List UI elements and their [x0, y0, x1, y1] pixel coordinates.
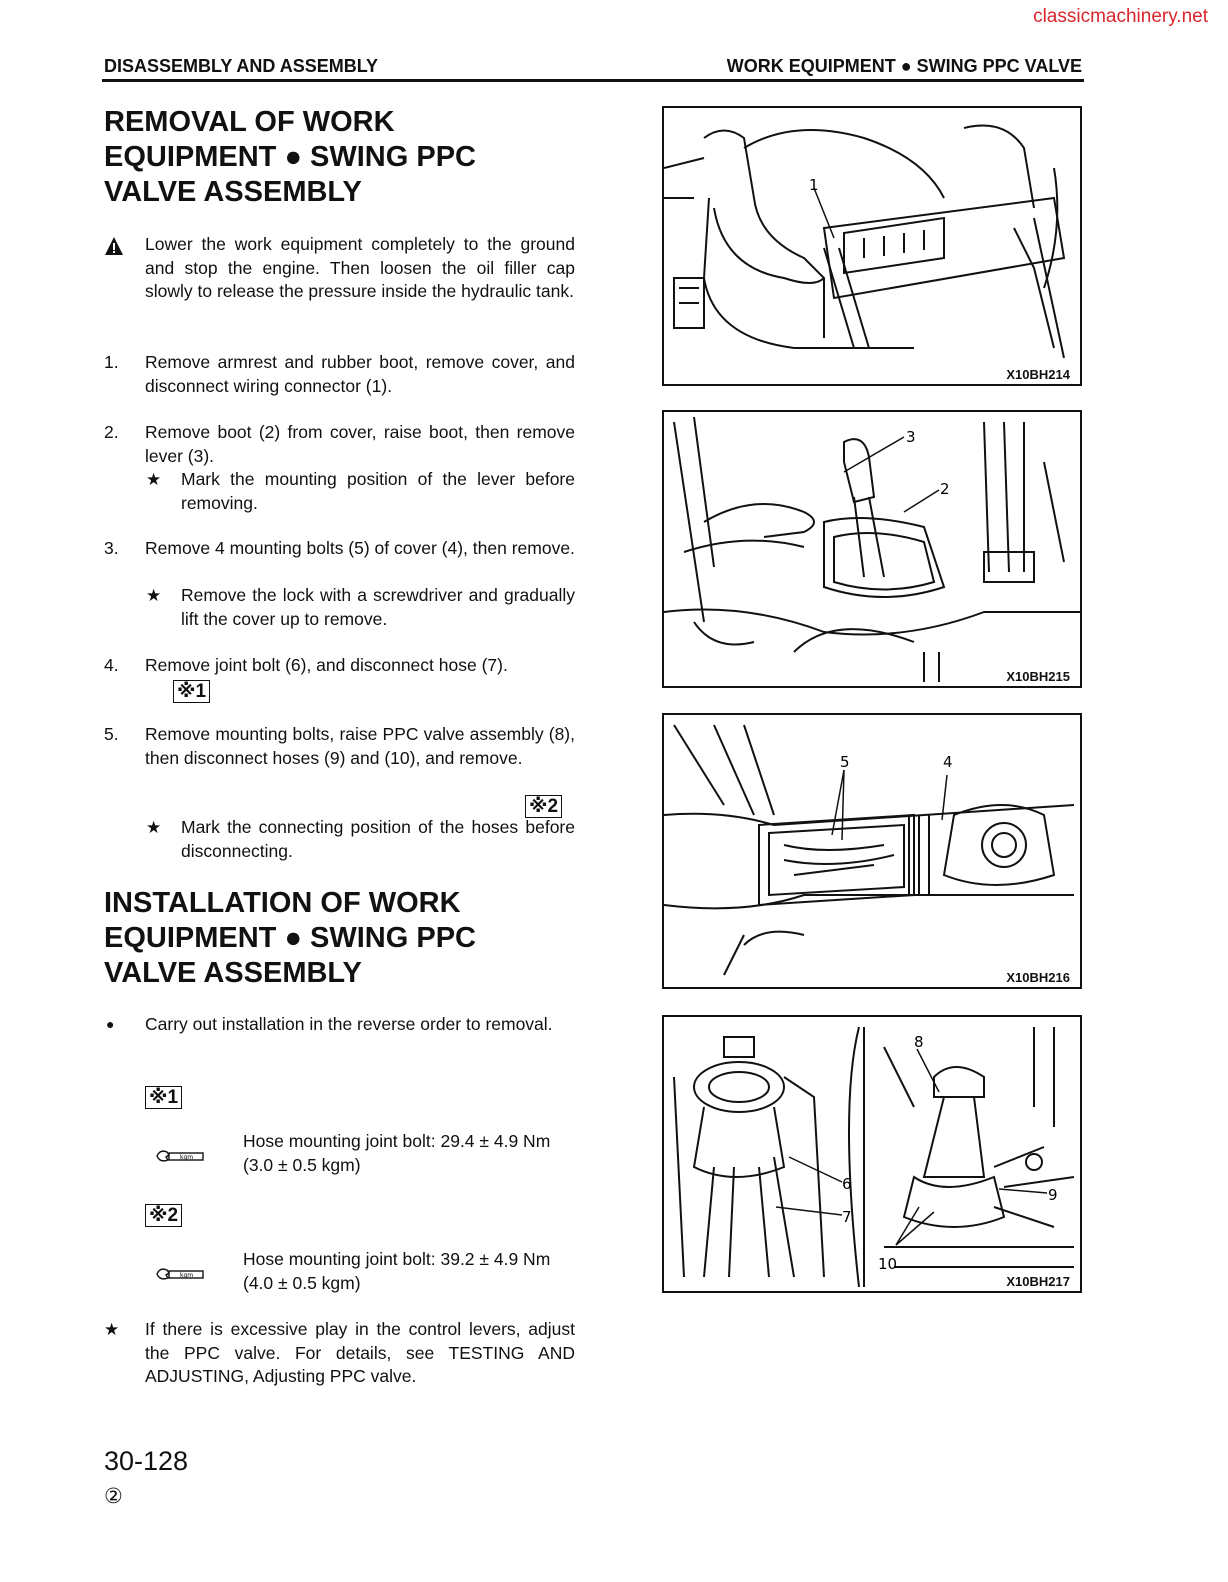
svg-text:kgm: kgm — [180, 1154, 194, 1161]
figure-illustration — [664, 108, 1080, 384]
page-number: 30-128 — [104, 1446, 189, 1476]
header-topic-title: WORK EQUIPMENT ● SWING PPC VALVE — [726, 56, 1082, 76]
step-text: Remove mounting bolts, raise PPC valve assembly (8), then disconnect hoses (9) and (10), and remove. — [145, 724, 575, 768]
step-note: Remove the lock with a screwdriver and gradually lift the cover up to remove. — [181, 585, 575, 629]
warning-icon — [104, 236, 124, 256]
step-number: 5. — [104, 724, 119, 744]
step-text: Remove joint bolt (6), and disconnect hose (7). — [145, 655, 508, 675]
step-note: Mark the connecting position of the hoses before disconnecting. — [181, 817, 575, 861]
figure-code: X10BH214 — [1006, 367, 1070, 382]
callout-label: 5 — [840, 753, 850, 771]
reference-badge: ※1 — [173, 680, 210, 703]
final-note: If there is excessive play in the control levers, adjust the PPC valve. For details, see TESTING AND ADJUSTING, Adjusting PPC valve. — [145, 1319, 575, 1386]
callout-label: 3 — [906, 428, 916, 446]
figure-cover-bolts — [662, 713, 1082, 989]
figure-ppc-valve — [662, 1015, 1082, 1293]
svg-text:kgm: kgm — [180, 1272, 194, 1279]
star-icon: ★ — [146, 818, 162, 837]
figure-code: X10BH215 — [1006, 669, 1070, 684]
step-text: Remove 4 mounting bolts (5) of cover (4), then remove. — [145, 538, 575, 558]
reference-badge: ※2 — [145, 1204, 182, 1227]
watermark: classicmachinery.net — [1033, 6, 1208, 27]
header-section-title: DISASSEMBLY AND ASSEMBLY — [104, 56, 379, 76]
star-icon: ★ — [104, 1320, 120, 1339]
torque-wrench-icon — [155, 1146, 205, 1166]
callout-label: 6 — [842, 1175, 852, 1193]
reference-badge: ※2 — [525, 795, 562, 818]
callout-label: 8 — [914, 1033, 924, 1051]
removal-title: REMOVAL OF WORK EQUIPMENT ● SWING PPC VALVE ASSEMBLY — [104, 106, 476, 208]
installation-title: INSTALLATION OF WORK EQUIPMENT ● SWING PPC VALVE ASSEMBLY — [104, 887, 476, 989]
callout-label: 9 — [1048, 1186, 1058, 1204]
figure-illustration — [664, 412, 1080, 686]
callout-label: 2 — [940, 480, 950, 498]
reference-badge: ※1 — [145, 1086, 182, 1109]
step-text: Remove armrest and rubber boot, remove cover, and disconnect wiring connector (1). — [145, 352, 575, 396]
step-text: Remove boot (2) from cover, raise boot, then remove lever (3). — [145, 422, 575, 466]
installation-text: Carry out installation in the reverse order to removal. — [145, 1014, 553, 1034]
star-icon: ★ — [146, 470, 162, 489]
step-number: 2. — [104, 422, 119, 442]
step-number: 1. — [104, 352, 119, 372]
header-rule — [102, 79, 1084, 82]
bullet-icon: ● — [106, 1016, 115, 1032]
figure-code: X10BH216 — [1006, 970, 1070, 985]
torque-wrench-icon — [155, 1264, 205, 1284]
figure-code: X10BH217 — [1006, 1274, 1070, 1289]
step-number: 3. — [104, 538, 119, 558]
callout-label: 7 — [842, 1208, 852, 1226]
warning-text: Lower the work equipment completely to the ground and stop the engine. Then loosen the oil filler cap slowly to release the pressure inside the hydraulic tank. — [145, 234, 575, 301]
callout-label: 10 — [878, 1255, 898, 1273]
figure-armrest-connector — [662, 106, 1082, 386]
torque-spec: Hose mounting joint bolt: 39.2 ± 4.9 Nm (4.0 ± 0.5 kgm) — [243, 1249, 551, 1293]
torque-spec: Hose mounting joint bolt: 29.4 ± 4.9 Nm (3.0 ± 0.5 kgm) — [243, 1131, 551, 1175]
star-icon: ★ — [146, 586, 162, 605]
callout-label: 1 — [809, 176, 819, 194]
figure-illustration — [664, 1017, 1080, 1291]
revision-mark: ② — [104, 1485, 123, 1508]
callout-label: 4 — [943, 753, 953, 771]
figure-illustration — [664, 715, 1080, 987]
figure-lever-boot — [662, 410, 1082, 688]
step-number: 4. — [104, 655, 119, 675]
step-note: Mark the mounting position of the lever before removing. — [181, 469, 575, 513]
